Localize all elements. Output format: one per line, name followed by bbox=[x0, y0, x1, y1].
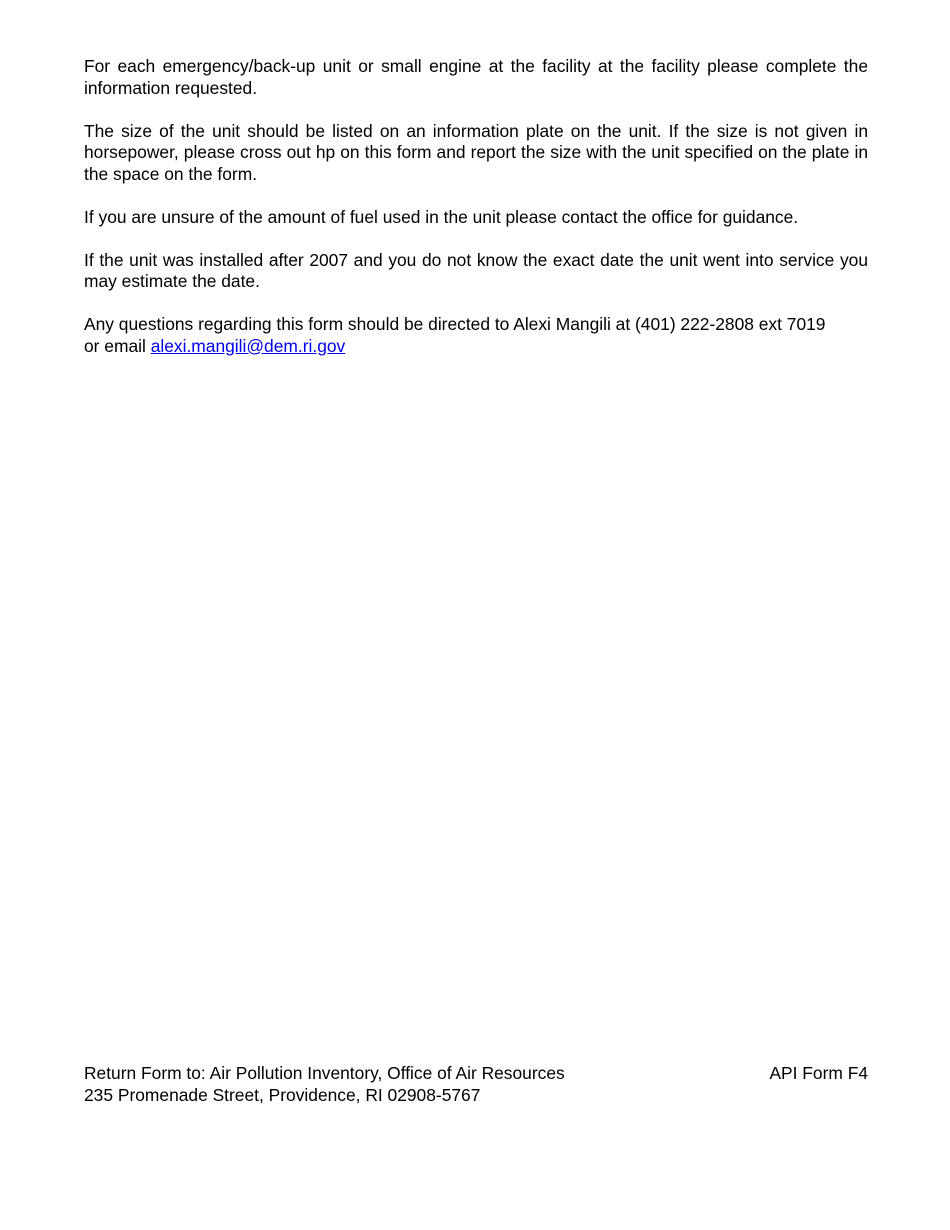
return-form-text: Return Form to: Air Pollution Inventory, Office of Air Resources bbox=[84, 1063, 565, 1083]
instruction-paragraph-2: The size of the unit should be listed on an information plate on the unit. If the size is not given in horsepower, please cross out hp on this form and report the size with the unit specified on the plate in the space on the form. bbox=[84, 120, 868, 184]
return-address: 235 Promenade Street, Providence, RI 02908-5767 bbox=[84, 1085, 481, 1105]
footer bbox=[84, 1062, 868, 1106]
contact-text: Any questions regarding this form should be directed to Alexi Mangili at (401) 222-2808 ext 7019 bbox=[84, 314, 826, 334]
contact-paragraph bbox=[84, 314, 868, 357]
form-id: API Form F4 bbox=[769, 1063, 868, 1083]
email-link[interactable]: alexi.mangili@dem.ri.gov bbox=[150, 335, 346, 356]
instruction-paragraph-3: If you are unsure of the amount of fuel used in the unit please contact the office for guidance. bbox=[84, 206, 799, 227]
email-prefix: or email bbox=[84, 335, 146, 356]
footer-row-1 bbox=[84, 1062, 868, 1084]
instruction-paragraph-4: If the unit was installed after 2007 and you do not know the exact date the unit went into service you may estimate the date. bbox=[84, 249, 868, 291]
instructions-section bbox=[84, 56, 868, 379]
instruction-paragraph-1: For each emergency/back-up unit or small engine at the facility at the facility please complete the information requested. bbox=[84, 56, 868, 98]
